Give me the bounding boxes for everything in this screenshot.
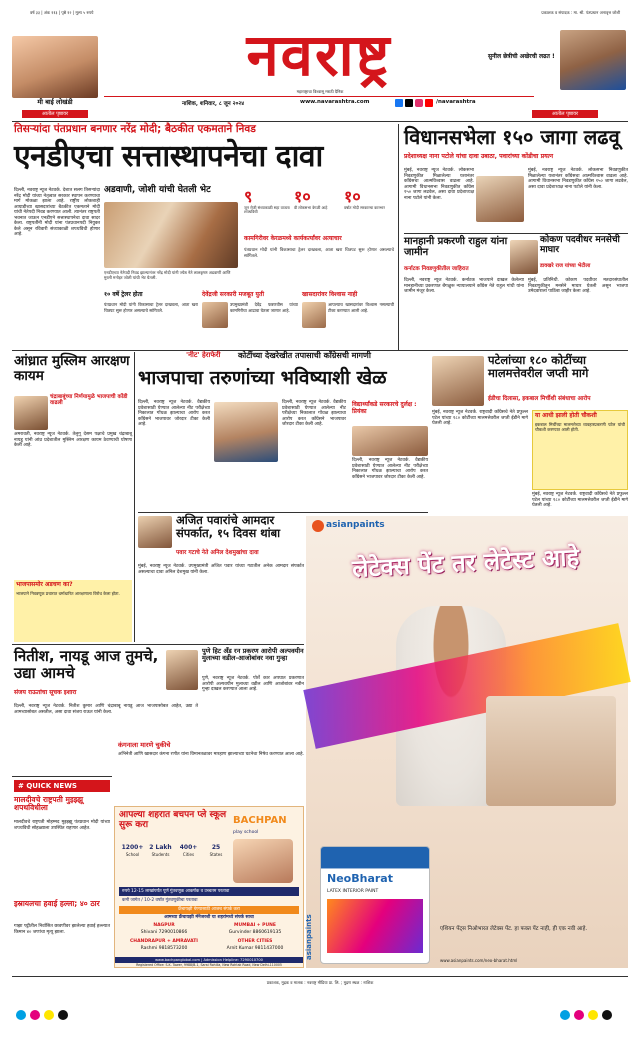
bachpan-stat-4	[203, 845, 229, 875]
lead-kicker[interactable]: तिसऱ्यांदा पंतप्रधान बनणार नरेंद्र मोदी; बैठकीत एकमताने निवड	[14, 123, 256, 135]
lead-stats	[244, 188, 394, 232]
neet-side-body: दिल्ली, नवराष्ट्र न्यूज नेटवर्क. वैद्यकीय प्रवेशासाठी घेण्यात आलेल्या नीट परीक्षेच्या निकालात गोंधळ झाल्याचा आरोप करत काँग्रेसने भाजपावर जोरदार टीका केली आहे.	[352, 458, 428, 480]
bachpan-contact-head: आमच्या फ्रँचायझी मॅनेजरशी या शहरांमध्ये संपर्क साधा	[164, 915, 254, 920]
bachpan-stat-2-num: 2 Lakh	[149, 844, 172, 851]
bachpan-contact-1-name: Shivani	[140, 929, 158, 935]
left-promo-title[interactable]: मी बाई लोखंडी	[37, 98, 73, 106]
vidhansabha-photo	[476, 176, 524, 222]
asianpaints-ad[interactable]	[306, 516, 628, 968]
patel-body: मुंबई, नवराष्ट्र न्यूज नेटवर्क. राष्ट्रवादी काँग्रेसचे नेते प्रफुल्ल पटेल यांच्या १८० कोटींच्या मालमत्तेवरील जप्ती ईडीने मागे घेतली आहे.	[432, 410, 528, 426]
instagram-icon[interactable]	[415, 99, 423, 107]
bachpan-brand-sub: play school	[233, 830, 259, 835]
bachpan-stat-3	[175, 845, 202, 875]
website-link[interactable]: www.navarashtra.com	[300, 99, 370, 105]
asianpaints-brand: asianpaints	[326, 520, 385, 530]
patel-box-head: या आधी झाली होती चौकशी	[535, 412, 597, 419]
konkan-body: मुंबई, प्रतिनिधी. कोकण पदवीधर मतदारसंघातील निवडणुकीतून मनसेने माघार घेतली असून भाजपा उमेदवाराला पाठिंबा जाहीर केला आहे.	[528, 278, 628, 294]
bachpan-child-photo	[233, 839, 293, 883]
kerala-body: पंतप्रधान मोदी यांनी विकासाचा ट्रेलर दाखवला, आता खरा चित्रपट सुरू होणार असल्याचे सांगितले.	[244, 248, 394, 259]
bachpan-note: फ्रँचायझी घेण्यासाठी आजच संपर्क करा	[119, 906, 299, 914]
bachpan-footer-2: Registered Office: S.K. Tower, 9988/B-1, Sarai Rohilla, New Rohtak Road, New Delhi-110005	[136, 963, 282, 967]
right-promo-photo	[560, 30, 626, 90]
quick-news-label	[14, 780, 110, 792]
lead-subhead[interactable]: अडवाणी, जोशी यांची घेतली भेट	[104, 185, 211, 195]
nitish-body: दिल्ली, नवराष्ट्र न्यूज नेटवर्क. नितीश कुमार आणि चंद्राबाबू नायडू आज भाजपासोबत आहेत, उद्या ते आमच्यासोबत असतील, असा दावा संजय राऊत यांनी केला.	[14, 704, 198, 715]
neet-side-head[interactable]: विद्यार्थ्यांकडे सरकारचे दुर्लक्ष : प्रियंका	[352, 401, 417, 415]
muslim-box	[14, 580, 132, 642]
lead-headline[interactable]: एनडीएचा सत्तास्थापनेचा दावा	[14, 139, 323, 174]
kangana-body: अभिनेत्री आणि खासदार कंगना रणौत यांना विमानतळावर मारहाण झाल्याच्या घटनेचा निषेध करण्यात आला आहे.	[118, 752, 304, 757]
patel-headline[interactable]: पटेलांच्या १८० कोटींच्या मालमत्तेवरील जप्ती मागे	[488, 353, 589, 380]
bachpan-brand: BACHPAN	[233, 815, 287, 826]
neet-headline[interactable]: भाजपाचा तरुणांच्या भविष्याशी खेळ	[138, 367, 387, 389]
small-item-3-body: आपल्याच खासदारांवर विश्वास नसल्याची टीका करण्यात आली आहे.	[328, 302, 394, 313]
x-icon[interactable]	[405, 99, 413, 107]
patel-body-2: मुंबई, नवराष्ट्र न्यूज नेटवर्क. राष्ट्रवादी काँग्रेसचे नेते प्रफुल्ल पटेल यांच्या १८० कोटींच्या मालमत्तेवरील जप्ती ईडीने मागे घेतली आहे.	[532, 492, 628, 508]
hash-icon: #	[18, 782, 27, 790]
patel-box-body: इकबाल मिर्चीच्या मालमत्तेच्या व्यवहारप्रकरणी पटेल यांची चौकशी करण्यात आली होती.	[535, 421, 625, 433]
bachpan-stat-4-num: 25	[211, 844, 221, 851]
bachpan-stat-3-label: Cities	[182, 851, 195, 857]
stat-1-label: जून रोजी संध्याकाळी सहा वाजता शपथविधी	[244, 204, 290, 215]
bachpan-contact-2-name: Gurvinder	[228, 929, 252, 935]
footer-line: प्रकाशक, मुद्रक व मालक : नवराष्ट्र मीडिया प्रा. लि. ; मुद्रण स्थळ : नाशिक	[266, 980, 374, 985]
bachpan-stat-3-num: 400+	[179, 844, 198, 851]
bachpan-ad[interactable]	[114, 806, 304, 968]
stat-1	[244, 188, 292, 232]
social-handle[interactable]: /navarashtra	[436, 99, 476, 105]
top-strip: वर्ष ३३ | अंक ११३ | पृष्ठे १२ | मूल्य ५ रुपये	[30, 10, 94, 15]
asianpaints-side-brand: asianpaints	[305, 914, 313, 960]
patel-sub: ईडीचा दिलासा, इकबाल मिर्चीशी संबंधाचा आरोप	[488, 396, 591, 402]
asianpaints-website[interactable]: www.asianpaints.com/neo-bharat.html	[440, 958, 518, 963]
facebook-icon[interactable]	[395, 99, 403, 107]
edition-line: नाशिक, शनिवार, ८ जून २०२४	[182, 101, 245, 107]
lead-photo	[104, 202, 238, 268]
bachpan-contact-2[interactable]	[211, 924, 299, 939]
kerala-head[interactable]: कामगिरीवर केरळमध्ये कार्यकर्त्यांवर अत्याचार	[244, 235, 342, 242]
bachpan-contact-4-name: Arnit Kumar	[226, 945, 254, 951]
neet-kicker-2[interactable]: कोटींच्या देखरेखीत तपासाची काँग्रेसची मागणी	[238, 351, 371, 360]
bachpan-stat-4-label: States	[209, 851, 223, 857]
rahul-body: दिल्ली, नवराष्ट्र न्यूज नेटवर्क. कर्नाटक भाजपाने दाखल केलेल्या मानहानीच्या प्रकरणात बेंगळुरू न्यायालयाने काँग्रेस नेते राहुल गांधी यांना जामीन मंजूर केला.	[404, 278, 524, 294]
bachpan-contact-2-phone: 8860619135	[252, 929, 282, 935]
right-promo-sub: आतील पृष्ठावर	[532, 110, 598, 118]
stat-3-num: १०	[344, 187, 361, 206]
bachpan-offer-2: कमी जागेत / 10-2 वर्षांत गुंतवणुकीचा परतावा	[122, 898, 198, 903]
bachpan-offer: रुपये 12-15 लाखांपर्यंत पूर्ण गुंतवणूक आकर्षक व उच्चतम परतावा	[119, 887, 299, 896]
rahul-headline[interactable]: मानहानी प्रकरणी राहुल यांना जामीन	[404, 236, 508, 258]
neet-kicker[interactable]: 'नीट' हेराफेरी	[186, 351, 221, 359]
small-item-2-title[interactable]: देवेंद्रजी सरकारी मजबूत युती	[202, 291, 265, 298]
ajit-body: मुंबई, नवराष्ट्र न्यूज नेटवर्क. उपमुख्यमंत्री अजित पवार यांच्या गटातील अनेक आमदार संपर्कात असल्याचा दावा अनिल देशमुख यांनी केला.	[138, 564, 304, 575]
bachpan-contact-4[interactable]	[211, 940, 299, 955]
small-item-2-body: उपमुख्यमंत्री देवेंद्र फडणवीस यांच्या कामगिरीचा आढावा घेतला जाणार आहे.	[230, 302, 298, 313]
bachpan-stat-1	[119, 845, 146, 875]
tagline: महाराष्ट्राचा विश्वासू मराठी दैनिक	[296, 89, 344, 94]
vidhansabha-sub[interactable]: प्रदेशाध्यक्ष नाना पटोले यांचा दावा उबाठा, पवारांच्या कोंडीचा प्रयत्न	[404, 153, 554, 160]
bachpan-stat-1-num: 1200+	[121, 844, 144, 851]
bachpan-footer[interactable]: www.bachpanglobal.com | Admission Helpline: 7290010700	[115, 957, 303, 963]
edition-rule	[104, 96, 534, 97]
konkan-headline[interactable]: कोकण पदवीधर मनसेची माघार	[540, 235, 620, 255]
neet-body: दिल्ली, नवराष्ट्र न्यूज नेटवर्क. वैद्यकीय प्रवेशासाठी घेण्यात आलेल्या नीट परीक्षेच्या निकालात गोंधळ झाल्याचा आरोप करत काँग्रेसने भाजपावर जोरदार टीका केली आहे.	[138, 400, 210, 427]
bachpan-contact-3-phone: 9818573200	[158, 945, 188, 951]
asianpaints-product-sub: LATEX INTERIOR PAINT	[327, 889, 379, 894]
rule-nitish	[12, 644, 304, 645]
pune-kicker[interactable]: पुणे हिट अँड रन प्रकरण आरोपी अल्पवयीन मुलाच्या वडील-आजोबांवर नवा गुन्हा	[202, 647, 304, 663]
kangana-headline[interactable]: कंगनाला मारणे चुकीचे	[118, 741, 171, 749]
bachpan-contact-4-phone: 9811437000	[254, 945, 284, 951]
column-rule-right	[398, 124, 399, 350]
reg-mark-cyan-right	[560, 1010, 570, 1020]
bachpan-contact-3-city: CHANDRAPUR + AMRAVATI	[130, 939, 198, 944]
bachpan-contact-1-city: NAGPUR	[153, 923, 175, 928]
asianpaints-product-can	[320, 846, 430, 964]
reg-mark-magenta-right	[574, 1010, 584, 1020]
lead-photo-caption: एनडीएच्या नेतेपदी निवड झाल्यानंतर नरेंद्र मोदी यांनी ज्येष्ठ नेते लालकृष्ण अडवाणी आणि मुरली मनोहर जोशी यांची भेट घेतली.	[104, 270, 231, 280]
nitish-photo	[166, 650, 198, 690]
right-promo-title[interactable]: सुनील छेत्रीची अखेरची लढत !	[488, 53, 555, 60]
muslim-sub: चंद्राबाबूंच्या निर्णयामुळे भाजपाची कोंडी वाढली	[50, 394, 128, 407]
asianpaints-copy: एशियन पेंट्स निओभारत लेटेक्स पेंट. हा फक्त पेंट नाही, ही एक नवी आहे.	[440, 926, 588, 932]
stat-2-num: १०	[294, 187, 311, 206]
small-item-3-title[interactable]: खासदारांवर विश्वास नाही	[302, 291, 358, 298]
vidhansabha-body: मुंबई, नवराष्ट्र न्यूज नेटवर्क. लोकसभा निवडणुकीत मिळालेल्या यशानंतर काँग्रेसचा आत्मविश्वास वाढला आहे. आगामी विधानसभा निवडणुकीत काँग्रेस १५० जागा लढवेल, असा दावा प्रदेशाध्यक्ष नाना पटोले यांनी केला.	[404, 168, 474, 201]
stat-2-label: वी लोकसभा वेगळी आहे	[294, 204, 328, 210]
stat-3-label: वर्षात मोदी सरकारचा कारभार	[344, 204, 385, 210]
bachpan-stats	[119, 845, 229, 875]
muslim-body: अमरावती, नवराष्ट्र न्यूज नेटवर्क. तेलुगू देसम पक्षाचे प्रमुख चंद्राबाबू नायडू यांनी आंध्र प्रदेशातील मुस्लिम आरक्षण कायम ठेवण्याची घोषणा केली आहे.	[14, 432, 132, 448]
bachpan-contact-3-name: Rashmi	[140, 945, 158, 951]
bachpan-stat-1-label: School	[125, 851, 140, 857]
ajit-headline[interactable]: अजित पवारांचे आमदार संपर्कात, १५ दिवस थांबा	[176, 513, 281, 540]
small-item-1-body: पंतप्रधान मोदी यांनी विकासाचा ट्रेलर दाखवला, आता खरा चित्रपट सुरू होणार असल्याचे सांगितले.	[104, 302, 198, 313]
bachpan-stat-2-label: Students	[151, 851, 170, 857]
asianpaints-can-art	[327, 899, 423, 953]
patel-box	[532, 410, 628, 490]
bachpan-contact-1[interactable]	[119, 924, 209, 939]
asianpaints-room	[486, 696, 616, 806]
nitish-sub: संजय राऊतांचा सूचक इशारा	[14, 689, 77, 696]
quick-item-1-body: मालदीवचे राष्ट्रपती मोहम्मद मुइझ्झू पंतप्रधान मोदी यांच्या शपथविधी सोहळ्याला उपस्थित राहणार आहेत.	[14, 820, 110, 831]
pune-body: पुणे, नवराष्ट्र न्यूज नेटवर्क. पोर्शे कार अपघात प्रकरणात आरोपी अल्पवयीन मुलाच्या वडील आणि आजोबांवर नवीन गुन्हा दाखल करण्यात आला आहे.	[202, 676, 304, 692]
neet-photo	[214, 402, 278, 462]
bachpan-contact-4-city: OTHER CITIES	[237, 939, 273, 944]
quick-item-2-title[interactable]: इस्रायलचा हवाई हल्ला; ४० ठार	[14, 899, 100, 908]
muslim-box-body: भाजपाने निवडणूक प्रचारात धर्माधारित आरक्षणाला विरोध केला होता.	[16, 590, 120, 596]
bachpan-contact-1-phone: 7290010866	[158, 929, 188, 935]
muslim-headline[interactable]: आंध्रात मुस्लिम आरक्षण कायम	[14, 353, 130, 384]
quick-item-2-body: गाझा पट्टीतील निर्वासित छावणीवर झालेल्या हवाई हल्ल्यात किमान ४० जणांचा मृत्यू झाला.	[14, 924, 110, 935]
reg-mark-yellow	[44, 1010, 54, 1020]
lead-body: दिल्ली, नवराष्ट्र न्यूज नेटवर्क. देशात सलग तिसऱ्यांदा नरेंद्र मोदी यांच्या नेतृत्वात सरकार स्थापन करण्याचा मार्ग मोकळा झाला आहे. राष्ट्रीय लोकशाही आघाडीच्या खासदारांच्या बैठकीत एकमताने मोदी यांची नेतेपदी निवड करण्यात आली. त्यानंतर राष्ट्रपती भवनात जाऊन एनडीएने सत्तास्थापनेचा दावा सादर केला. राष्ट्रपतींनी मोदी यांना पंतप्रधानपदी नियुक्त केले असून रविवारी संध्याकाळी शपथविधी होणार आहे.	[14, 188, 100, 237]
small-item-2-photo	[202, 302, 228, 328]
rahul-sub: कर्नाटक निवडणुकीतील जाहिरात	[404, 266, 469, 272]
newspaper-logo: नवराष्ट्र	[246, 21, 392, 89]
stat-1-num: ९	[244, 187, 253, 206]
stat-3	[344, 188, 394, 232]
bachpan-stat-2	[147, 845, 174, 875]
top-strip-right: प्रकाशक व संपादक : मा. श्री. पंतप्रधान अनावृत्त जोशी	[541, 10, 620, 15]
nitish-headline[interactable]: नितीश, नायडू आज तुमचे, उद्या आमचे	[14, 647, 159, 682]
masthead-rule	[12, 121, 628, 122]
youtube-icon[interactable]	[425, 99, 433, 107]
bottom-rule	[12, 976, 628, 977]
konkan-sub: डावखरे राज यांच्या भेटीला	[540, 263, 591, 269]
reg-mark-black	[58, 1010, 68, 1020]
vidhansabha-headline[interactable]: विधानसभेला १५० जागा लढवू	[404, 125, 620, 149]
bachpan-contact-2-city: MUMBAI + PUNE	[234, 923, 276, 928]
neet-body-2: दिल्ली, नवराष्ट्र न्यूज नेटवर्क. वैद्यकीय प्रवेशासाठी घेण्यात आलेल्या नीट परीक्षेच्या निकालात गोंधळ झाल्याचा आरोप करत काँग्रेसने भाजपावर जोरदार टीका केली आहे.	[282, 400, 346, 427]
muslim-box-head: भाजपासमोर अडचण का?	[16, 581, 73, 588]
rule-rahul	[404, 233, 628, 234]
asianpaints-logo-icon	[312, 520, 324, 532]
left-promo-photo	[12, 36, 98, 98]
asianpaints-headline: लेटेक्स पेंट तर लेटेस्ट आहे	[351, 543, 580, 583]
reg-mark-yellow-right	[588, 1010, 598, 1020]
reg-mark-cyan	[16, 1010, 26, 1020]
vidhansabha-body-2: मुंबई, नवराष्ट्र न्यूज नेटवर्क. लोकसभा निवडणुकीत मिळालेल्या यशानंतर काँग्रेसचा आत्मविश्वास वाढला आहे. आगामी विधानसभा निवडणुकीत काँग्रेस १५० जागा लढवेल, असा दावा प्रदेशाध्यक्ष नाना पटोले यांनी केला.	[528, 168, 628, 190]
muslim-photo	[14, 396, 48, 430]
left-promo-sub: आतील पृष्ठावर	[22, 110, 88, 118]
quick-news-label-text: QUICK NEWS	[26, 782, 77, 790]
rule-quick	[12, 776, 112, 777]
asianpaints-product-name: NeoBharat	[327, 872, 393, 885]
reg-mark-black-right	[602, 1010, 612, 1020]
ajit-sub: पवार गटाचे नेते अनिल देशमुखांचा दावा	[176, 550, 259, 556]
ajit-photo	[138, 516, 172, 548]
quick-item-1-title[interactable]: मालदीवचे राष्ट्रपती मुइझ्झू शपथविधीला	[14, 795, 84, 813]
column-rule-left	[134, 352, 135, 642]
small-item-3-photo	[302, 302, 326, 328]
stat-2	[294, 188, 342, 232]
patel-photo	[432, 356, 484, 406]
bachpan-contact-3[interactable]	[119, 940, 209, 955]
konkan-photo	[510, 240, 538, 274]
neet-side-photo	[352, 426, 428, 456]
bachpan-headline: आपल्या शहरात बचपन प्ले स्कूल सुरू करा	[119, 810, 227, 830]
small-item-1-title[interactable]: १० वर्षे ट्रेलर होता	[104, 291, 143, 298]
reg-mark-magenta	[30, 1010, 40, 1020]
